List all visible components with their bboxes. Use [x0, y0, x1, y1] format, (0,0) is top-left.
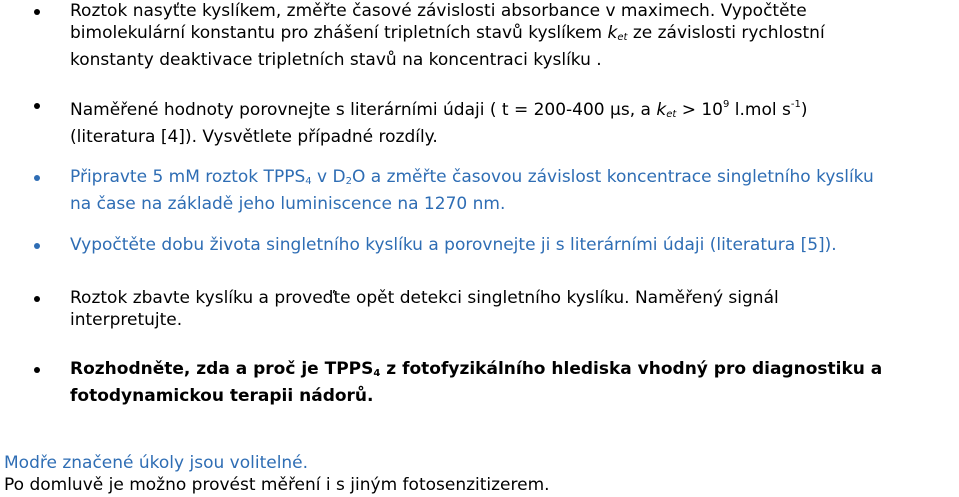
- bullet-1-line-3: konstanty deaktivace tripletních stavů na koncentraci kyslíku .: [70, 50, 602, 70]
- bullet-6-line-1: Rozhodněte, zda a proč je $TPPS_4$ z fotofyzikálního hlediska vhodný pro diagnostiku a: [70, 359, 883, 379]
- bullet-item-2: [70, 94, 959, 148]
- bullet-4-line-1: Vypočtěte dobu života singletního kyslíku a porovnejte ji s literárními údaji (literatura [5]).: [70, 235, 837, 255]
- bullet-dot: [34, 296, 40, 302]
- bullet-item-5: [70, 287, 959, 331]
- bullet-dot: [34, 175, 40, 181]
- bullet-item-4: [70, 234, 959, 256]
- bullet-5-line-1: Roztok zbavte kyslíku a proveďte opět detekci singletního kyslíku. Naměřený signál: [70, 288, 779, 308]
- alternative-photosensitizer-note: Po domluvě je možno provést měření i s jiným fotosenzitizerem.: [4, 475, 550, 495]
- bullet-dot: [34, 243, 40, 249]
- optional-tasks-note: Modře značené úkoly jsou volitelné.: [4, 453, 309, 473]
- bullet-2-line-2: (literatura [4]). Vysvětlete případné rozdíly.: [70, 127, 438, 147]
- bullet-1-line-2: bimolekulární konstantu pro zhášení tripletních stavů kyslíkem ket ze závislosti rychlostní: [70, 23, 825, 43]
- bullet-item-3: [70, 166, 959, 215]
- bullet-3-line-2: na čase na základě jeho luminiscence na 1270 nm.: [70, 194, 506, 214]
- bullet-item-6: [70, 358, 959, 407]
- bullet-dot: [34, 103, 40, 109]
- bullet-1-line-1: Roztok nasyťte kyslíkem, změřte časové závislosti absorbance v maximech. Vypočtěte: [70, 1, 807, 21]
- bullet-3-line-1: Připravte 5 mM roztok $TPPS_4$ v $D_2O$ a změřte časovou závislost koncentrace singletního kyslíku: [70, 167, 874, 187]
- bullet-5-line-2: interpretujte.: [70, 310, 183, 330]
- bullet-2-line-1: Naměřené hodnoty porovnejte s literárními údaji ( t = 200-400 μs, a ket > $10^9$ l.mol $s^{-1}$): [70, 99, 808, 120]
- bullet-dot: [34, 9, 40, 15]
- bullet-item-1: [70, 0, 959, 71]
- bullet-dot: [34, 367, 40, 373]
- bullet-6-line-2: fotodynamickou terapii nádorů.: [70, 386, 374, 406]
